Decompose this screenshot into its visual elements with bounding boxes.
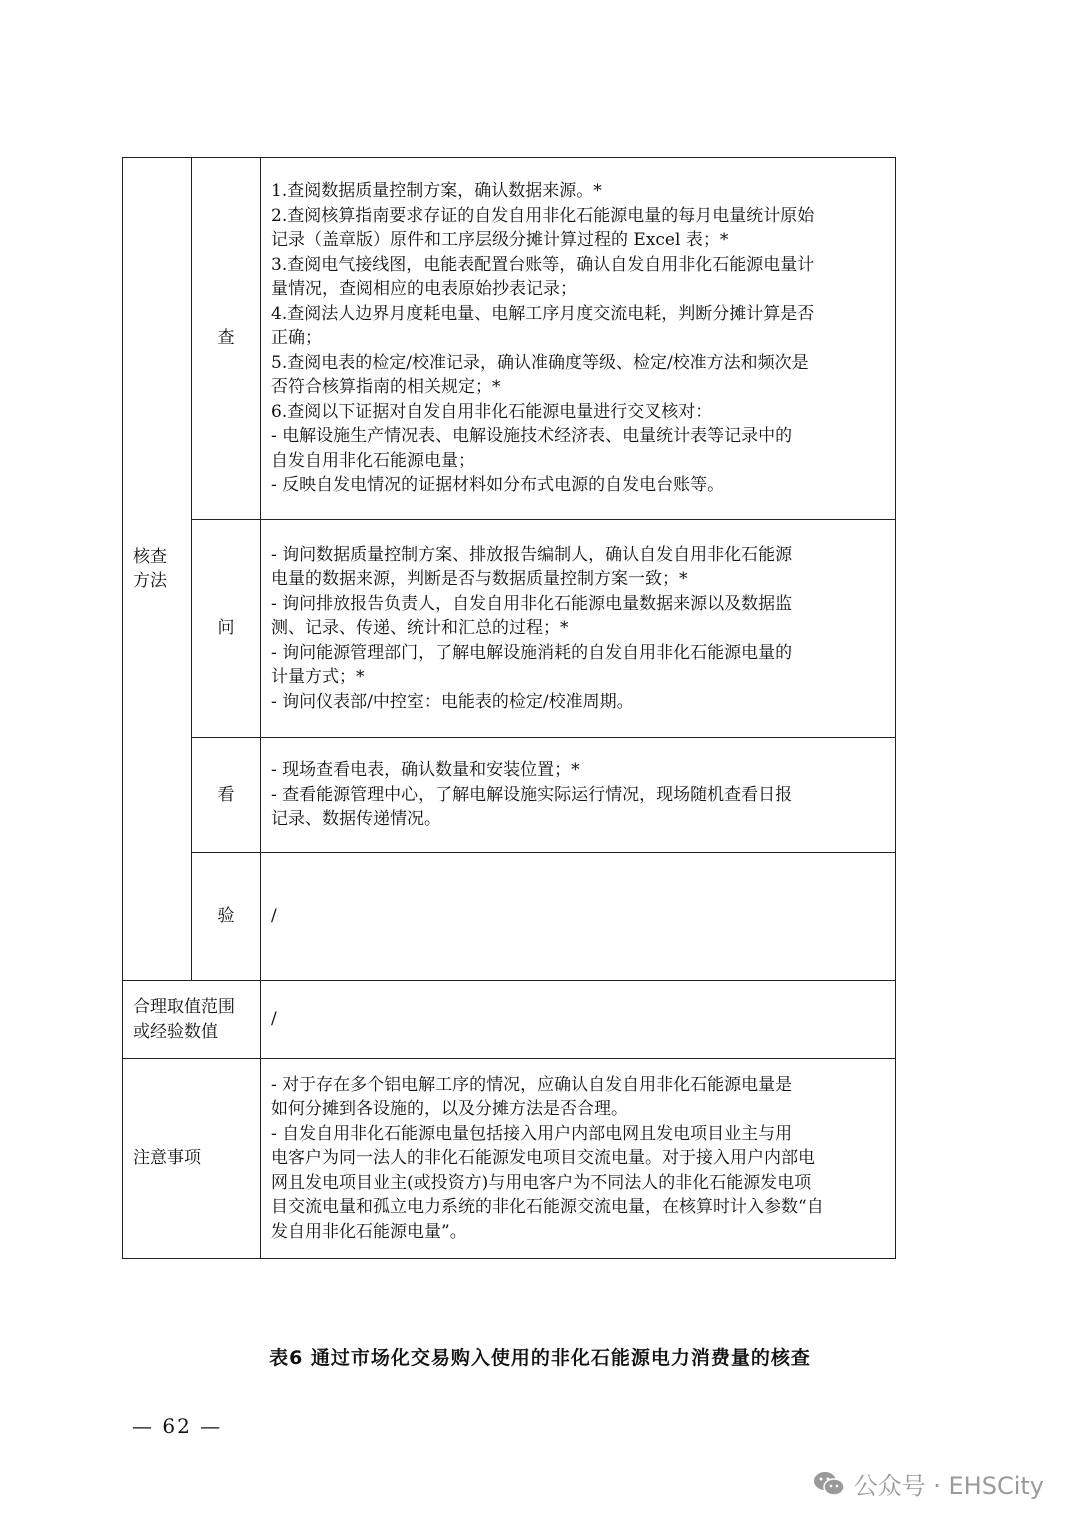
notes-line: - 对于存在多个铝电解工序的情况，应确认自发自用非化石能源电量是: [271, 1074, 793, 1095]
check-line: 4.查阅法人边界月度耗电量、电解工序月度交流电耗，判断分摊计算是否: [271, 303, 815, 324]
ask-line: - 询问仪表部/中控室：电能表的检定/校准周期。: [271, 691, 634, 712]
check-line: 5.查阅电表的检定/校准记录，确认准确度等级、检定/校准方法和频次是: [271, 352, 809, 373]
look-line: - 查看能源管理中心，了解电解设施实际运行情况，现场随机查看日报: [271, 784, 793, 805]
ask-line: 计量方式；*: [271, 667, 365, 688]
ask-line: 电量的数据来源，判断是否与数据质量控制方案一致；*: [271, 569, 688, 590]
check-line: 3.查阅电气接线图，电能表配置台账等，确认自发自用非化石能源电量计: [271, 254, 815, 275]
notes-line: 目交流电量和孤立电力系统的非化石能源交流电量，在核算时计入参数“自: [271, 1197, 824, 1218]
verify-text: /: [271, 906, 277, 927]
check-line: - 反映自发电情况的证据材料如分布式电源的自发电台账等。: [271, 475, 725, 496]
check-line: 自发自用非化石能源电量；: [271, 450, 475, 471]
ask-line: 测、记录、传递、统计和汇总的过程；*: [271, 618, 569, 639]
ask-line: - 询问能源管理部门，了解电解设施消耗的自发自用非化石能源电量的: [271, 642, 793, 663]
ask-line: - 询问数据质量控制方案、排放报告编制人，确认自发自用非化石能源: [271, 544, 793, 565]
notes-label: 注意事项: [133, 1148, 201, 1169]
verify-content: [261, 853, 896, 981]
check-line: 量情况，查阅相应的电表原始抄表记录；: [271, 279, 577, 300]
ask-content: [261, 520, 896, 738]
check-line: 记录（盖章版）原件和工序层级分摊计算过程的 Excel 表；*: [271, 230, 729, 251]
notes-line: 如何分摊到各设施的，以及分摊方法是否合理。: [271, 1099, 628, 1120]
watermark-text: 公众号 · EHSCity: [853, 1472, 1044, 1500]
range-content: [261, 981, 896, 1059]
check-line: 2.查阅核算指南要求存证的自发自用非化石能源电量的每月电量统计原始: [271, 205, 815, 226]
page-number: — 62 —: [132, 1414, 223, 1438]
range-label-line: 合理取值范围: [133, 997, 235, 1017]
check-line: 否符合核算指南的相关规定；*: [271, 377, 501, 398]
look-label-cell: [192, 738, 261, 853]
verification-table: [122, 157, 896, 1259]
verify-label: 验: [217, 906, 235, 927]
check-label: 查: [217, 328, 235, 349]
look-line: - 现场查看电表，确认数量和安装位置；*: [271, 760, 580, 781]
range-text: /: [271, 1009, 277, 1030]
notes-line: 网且发电项目业主(或投资方)与用电客户为不同法人的非化石能源发电项: [271, 1172, 812, 1193]
notes-content: [261, 1059, 896, 1259]
check-label-cell: [192, 158, 261, 520]
method-label-cell: [123, 158, 192, 981]
wechat-icon: [812, 1469, 846, 1499]
ask-label: 问: [217, 618, 235, 639]
notes-line: 发自用非化石能源电量”。: [271, 1221, 467, 1242]
notes-label-cell: [123, 1059, 261, 1259]
table-caption: 表6 通过市场化交易购入使用的非化石能源电力消费量的核查: [269, 1347, 811, 1369]
look-line: 记录、数据传递情况。: [271, 809, 441, 830]
method-label: 核查方法: [133, 547, 167, 591]
ask-label-cell: [192, 520, 261, 738]
range-label-cell: [123, 981, 261, 1059]
look-label: 看: [217, 784, 235, 805]
ask-line: - 询问排放报告负责人，自发自用非化石能源电量数据来源以及数据监: [271, 593, 793, 614]
check-line: - 电解设施生产情况表、电解设施技术经济表、电量统计表等记录中的: [271, 426, 793, 447]
look-content: [261, 738, 896, 853]
notes-line: 电客户为同一法人的非化石能源发电项目交流电量。对于接入用户内部电: [271, 1148, 815, 1169]
check-line: 6.查阅以下证据对自发自用非化石能源电量进行交叉核对：: [271, 401, 713, 422]
check-content: [261, 158, 896, 520]
check-line: 正确；: [271, 328, 322, 349]
watermark: [812, 1466, 1044, 1501]
range-label-line: 或经验数值: [133, 1021, 218, 1042]
notes-line: - 自发自用非化石能源电量包括接入用户内部电网且发电项目业主与用: [271, 1123, 793, 1144]
check-line: 1.查阅数据质量控制方案，确认数据来源。*: [271, 181, 602, 202]
verify-label-cell: [192, 853, 261, 981]
